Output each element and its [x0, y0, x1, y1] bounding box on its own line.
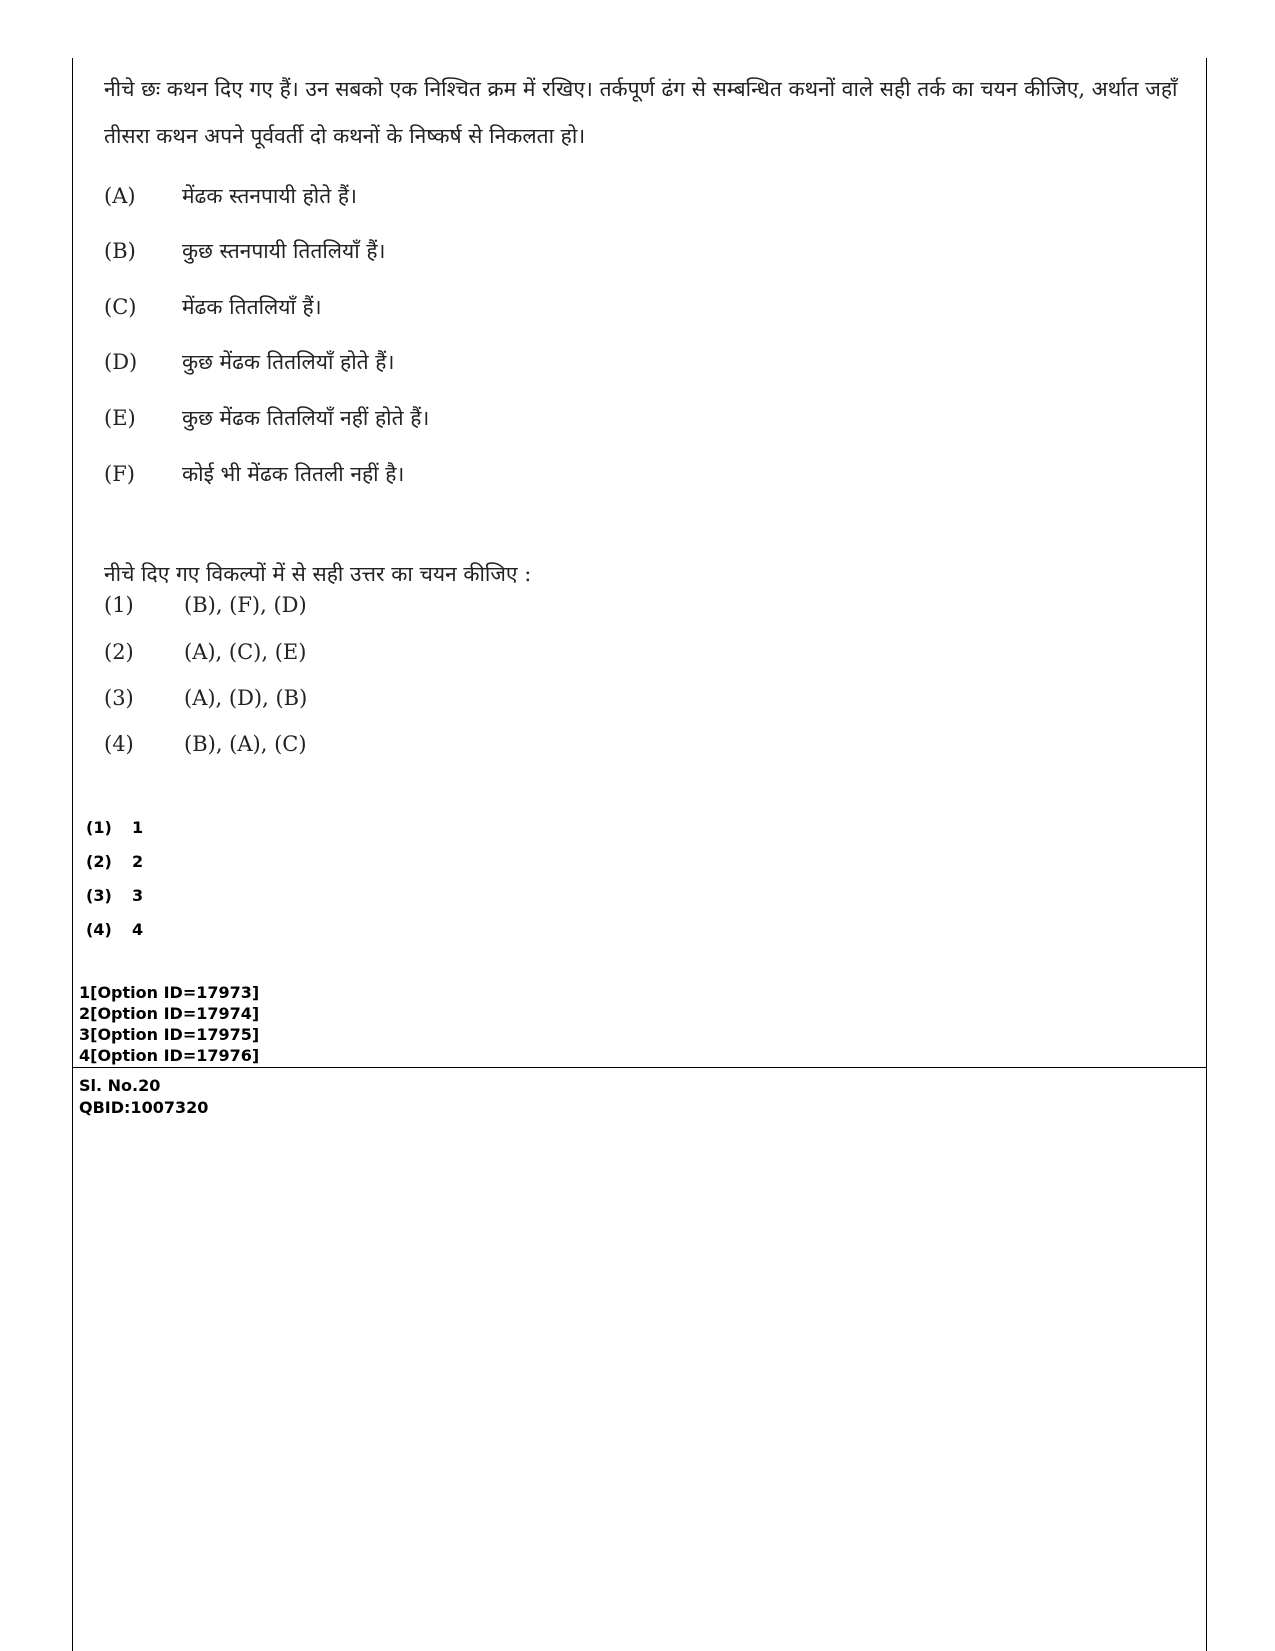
statement-a — [104, 182, 357, 210]
answer-number: (2) — [86, 852, 112, 871]
statement-c — [104, 293, 322, 321]
choice-text: (A), (D), (B) — [184, 686, 308, 710]
statement-label: (A) — [104, 184, 136, 208]
statement-text: कोई भी मेंढक तितली नहीं है। — [182, 462, 405, 486]
statement-label: (C) — [104, 295, 137, 319]
choice-4 — [104, 732, 307, 756]
choice-number: (3) — [104, 686, 134, 710]
statement-e — [104, 404, 429, 432]
option-id: 3[Option ID=17975] — [79, 1025, 260, 1044]
option-id-list — [79, 982, 259, 1066]
statement-text: मेंढक स्तनपायी होते हैं। — [182, 184, 357, 208]
right-border — [1206, 58, 1207, 1651]
statement-label: (F) — [104, 462, 135, 486]
statement-label: (B) — [104, 239, 136, 263]
statement-d — [104, 348, 394, 376]
choice-text: (A), (C), (E) — [184, 640, 307, 664]
choice-number: (4) — [104, 732, 134, 756]
answer-number: (1) — [86, 818, 112, 837]
answer-option-3 — [86, 886, 143, 905]
qbid: QBID:1007320 — [79, 1098, 209, 1117]
choice-3 — [104, 686, 307, 710]
question-text: नीचे छः कथन दिए गए हैं। उन सबको एक निश्चित क्रम में रखिए। तर्कपूर्ण ढंग से सम्बन्धित कथनों वाले सही तर्क का चयन कीजिए, अर्थात जहाँ तीसरा कथन अपने पूर्ववर्ती दो कथनों के निष्कर्ष से निकलता हो। — [104, 77, 1178, 148]
answer-option-2 — [86, 852, 143, 871]
statement-label: (E) — [104, 406, 136, 430]
answer-value: 4 — [132, 920, 144, 939]
next-question-header — [79, 1075, 208, 1119]
serial-number: Sl. No.20 — [79, 1076, 161, 1095]
statement-b — [104, 237, 385, 265]
statement-text: कुछ मेंढक तितलियाँ नहीं होते हैं। — [182, 406, 430, 430]
choice-number: (2) — [104, 640, 134, 664]
option-id: 4[Option ID=17976] — [79, 1046, 260, 1065]
answer-value: 2 — [132, 852, 144, 871]
answer-option-1 — [86, 818, 143, 837]
section-divider — [72, 1067, 1207, 1068]
statement-text: मेंढक तितलियाँ हैं। — [182, 295, 322, 319]
answer-value: 1 — [132, 818, 144, 837]
choice-prompt: नीचे दिए गए विकल्पों में से सही उत्तर का चयन कीजिए : — [104, 562, 532, 586]
answer-number: (3) — [86, 886, 112, 905]
choice-1 — [104, 593, 307, 617]
choice-text: (B), (F), (D) — [184, 593, 307, 617]
answer-number: (4) — [86, 920, 112, 939]
answer-option-4 — [86, 920, 143, 939]
statement-label: (D) — [104, 350, 138, 374]
choice-text: (B), (A), (C) — [184, 732, 307, 756]
option-id: 1[Option ID=17973] — [79, 983, 260, 1002]
statement-f — [104, 460, 404, 488]
choice-2 — [104, 640, 306, 664]
option-id: 2[Option ID=17974] — [79, 1004, 260, 1023]
statement-text: कुछ मेंढक तितलियाँ होते हैं। — [182, 350, 395, 374]
statement-text: कुछ स्तनपायी तितलियाँ हैं। — [182, 239, 386, 263]
answer-value: 3 — [132, 886, 144, 905]
choice-number: (1) — [104, 593, 134, 617]
left-border — [72, 58, 73, 1651]
